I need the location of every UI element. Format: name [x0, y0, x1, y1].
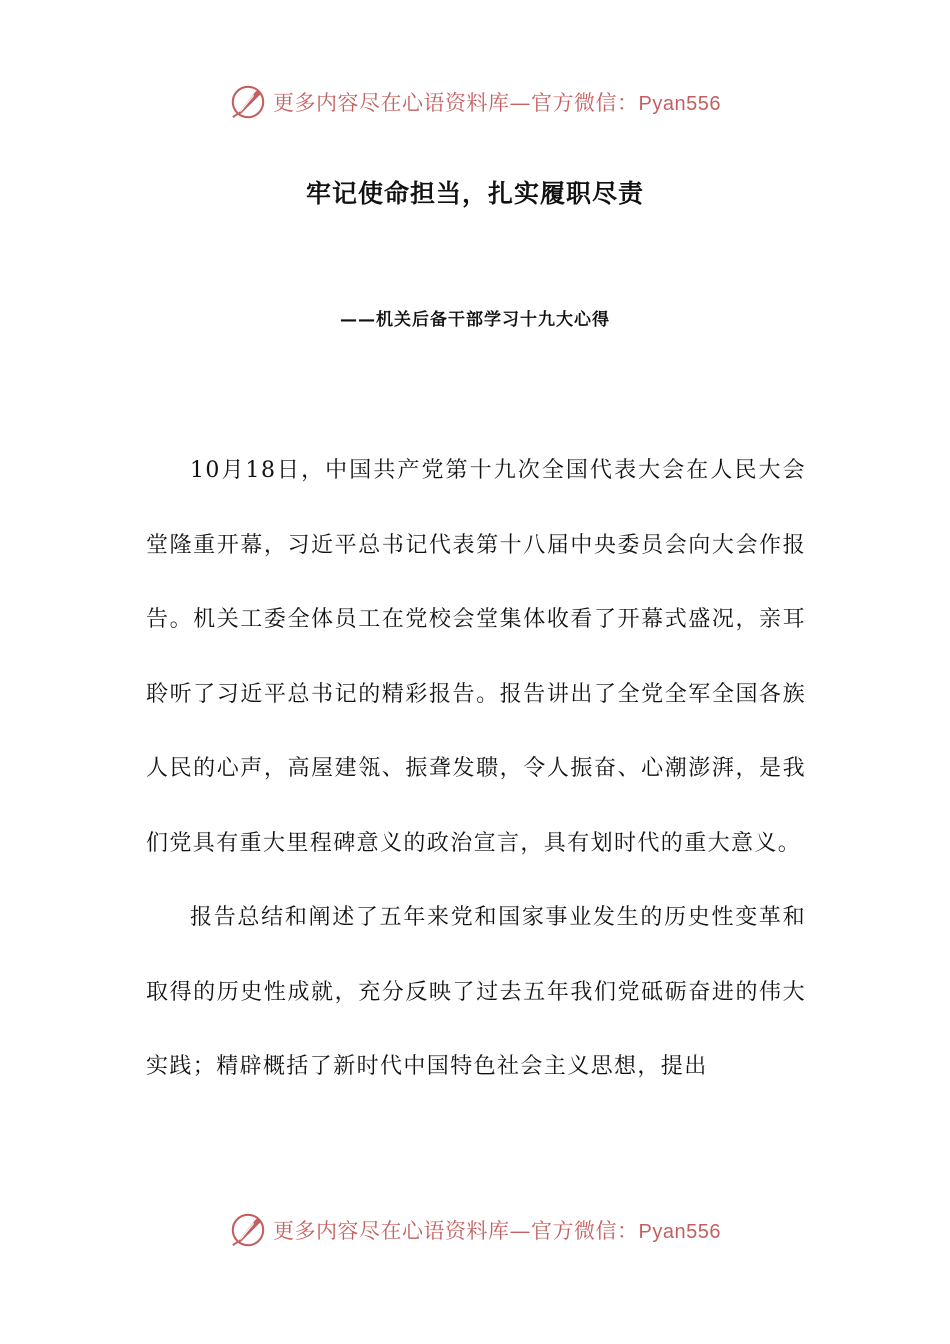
watermark-label: 更多内容尽在心语资料库—官方微信： [273, 91, 639, 115]
quill-pen-icon [229, 83, 267, 121]
watermark-label: 更多内容尽在心语资料库—官方微信： [273, 1219, 639, 1243]
quill-pen-icon [229, 1211, 267, 1249]
watermark-text [273, 87, 721, 117]
watermark-account: Pyan556 [638, 1221, 721, 1243]
page-title: 牢记使命担当，扎实履职尽责 [305, 179, 644, 208]
page-subtitle: ——机关后备干部学习十九大心得 [340, 310, 610, 330]
footer-watermark [0, 1208, 950, 1252]
watermark-account: Pyan556 [638, 93, 721, 115]
paragraph-2: 报告总结和阐述了五年来党和国家事业发生的历史性变革和取得的历史性成就，充分反映了过去五年我们党砥砺奋进的伟大实践；精辟概括了新时代中国特色社会主义思想，提出 [146, 905, 806, 1079]
document-body [146, 434, 806, 1105]
watermark-text [273, 1215, 721, 1245]
header-watermark [0, 80, 950, 124]
paragraph-1: 10月18日，中国共产党第十九次全国代表大会在人民大会堂隆重开幕，习近平总书记代表第十八届中央委员会向大会作报告。机关工委全体员工在党校会堂集体收看了开幕式盛况，亲耳聆听了习近平总书记的精彩报告。报告讲出了全党全军全国各族人民的心声，高屋建瓴、振聋发聩，令人振奋、心潮澎湃，是我们党具有重大里程碑意义的政治宣言，具有划时代的重大意义。 [146, 458, 806, 856]
